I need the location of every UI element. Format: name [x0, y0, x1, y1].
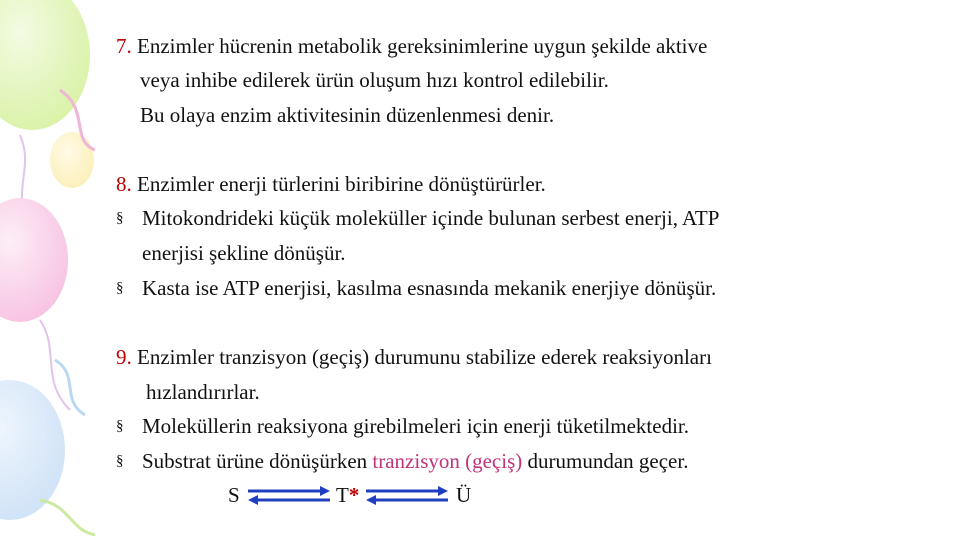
section9-text1: Enzimler tranzisyon (geçiş) durumunu stabilize ederek reaksiyonları: [137, 345, 712, 369]
bullet-marker: §: [116, 280, 124, 296]
section7-line3: Bu olaya enzim aktivitesinin düzenlenmesi denir.: [140, 103, 555, 127]
section8-bullet1-line2: enerjisi şekline dönüşür.: [142, 241, 346, 265]
section9-bullet2-part2: durumundan geçer.: [522, 449, 689, 473]
equilibrium-arrow-left: [244, 482, 334, 508]
equilibrium-arrow-right: [362, 482, 452, 508]
transition-state-highlight: tranzisyon (geçiş): [372, 449, 523, 473]
section8-line1: [116, 172, 546, 196]
reaction-transition-mark: *: [348, 483, 360, 507]
bullet-marker: §: [116, 453, 124, 469]
bullet-marker: §: [116, 210, 124, 226]
reaction-transition-letter: T: [336, 483, 349, 507]
section7-line1: [116, 34, 707, 58]
section7-line2: veya inhibe edilerek ürün oluşum hızı kontrol edilebilir.: [140, 68, 609, 92]
reaction-substrate: S: [228, 483, 240, 507]
section8-number: 8.: [116, 172, 132, 196]
reaction-transition: [336, 483, 359, 507]
section9-bullet2: [142, 449, 688, 473]
section7-number: 7.: [116, 34, 132, 58]
section8-text1: Enzimler enerji türlerini biribirine dönüştürürler.: [137, 172, 546, 196]
section8-bullet2: Kasta ise ATP enerjisi, kasılma esnasında mekanik enerjiye dönüşür.: [142, 276, 717, 300]
section9-bullet2-part1: Substrat ürüne dönüşürken: [142, 449, 373, 473]
reaction-product: Ü: [456, 483, 472, 507]
section8-bullet1-line1: Mitokondrideki küçük moleküller içinde bulunan serbest enerji, ATP: [142, 206, 720, 230]
bullet-marker: §: [116, 418, 124, 434]
section9-line1: [116, 345, 712, 369]
section9-number: 9.: [116, 345, 132, 369]
section7-text1: Enzimler hücrenin metabolik gereksinimlerine uygun şekilde aktive: [137, 34, 708, 58]
section9-bullet1: Moleküllerin reaksiyona girebilmeleri için enerji tüketilmektedir.: [142, 414, 689, 438]
section9-line2: hızlandırırlar.: [146, 380, 260, 404]
